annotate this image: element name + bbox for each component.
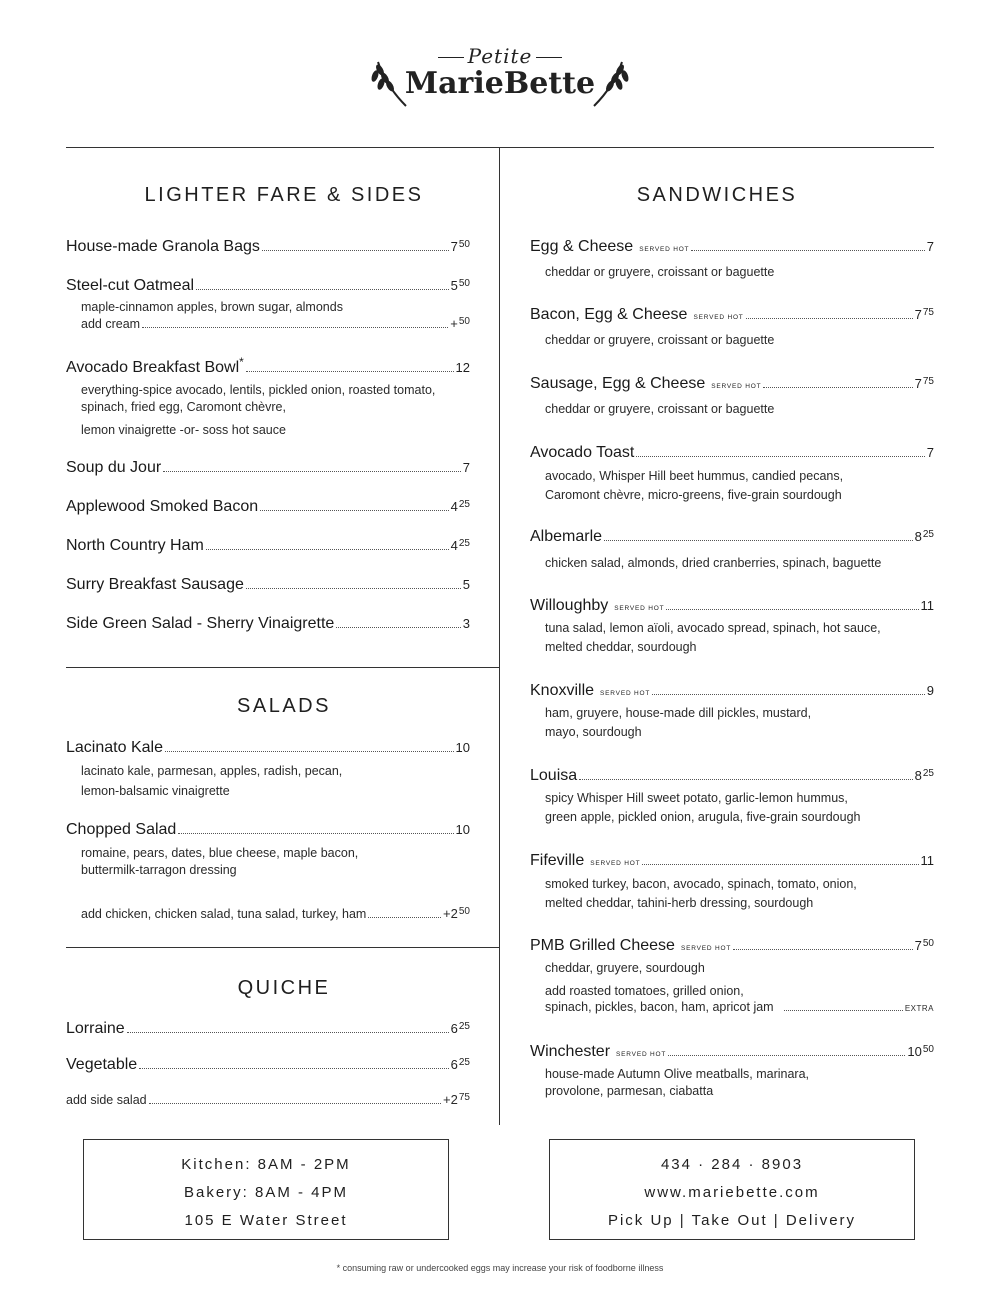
item-price: 10: [455, 740, 470, 755]
item-name: Side Green Salad - Sherry Vinaigrette: [66, 615, 335, 632]
menu-item-winchester: [530, 1043, 934, 1100]
item-name: Egg & Cheese: [530, 238, 634, 255]
addon-price: +$^{50}$: [450, 316, 470, 331]
item-price: 5: [462, 577, 470, 592]
item-price: $10^{50}$: [907, 1044, 934, 1059]
item-name: Willoughby: [530, 597, 609, 614]
quiche-divider: [66, 947, 499, 948]
item-description: cheddar or gruyere, croissant or baguette: [545, 265, 775, 279]
item-price: 7: [926, 445, 934, 460]
item-name: Soup du Jour: [66, 459, 162, 476]
leader-dots: [642, 864, 918, 865]
item-description: smoked turkey, bacon, avocado, spinach, tomato, onion,: [545, 877, 857, 891]
logo: [370, 44, 630, 114]
addon-text: spinach, pickles, bacon, ham, apricot jam: [545, 1000, 774, 1014]
item-name: Surry Breakfast Sausage: [66, 576, 244, 593]
item-price: $7^{50}$: [914, 938, 934, 953]
leader-dots: [666, 609, 918, 610]
leader-dots: [127, 1032, 449, 1033]
item-name: Sausage, Egg & Cheese: [530, 375, 706, 392]
served-hot-label: SERVED HOT: [693, 314, 744, 321]
menu-item-bacon-egg-cheese: [530, 306, 934, 349]
served-hot-label: SERVED HOT: [616, 1051, 667, 1058]
item-name: Chopped Salad: [66, 821, 177, 838]
addon-text: add cream: [81, 317, 141, 331]
item-description: maple-cinnamon apples, brown sugar, almonds: [81, 300, 343, 314]
item-price: 11: [920, 853, 934, 868]
item-price: $7^{75}$: [914, 376, 934, 391]
menu-item-vegetable: [66, 1056, 470, 1074]
item-description: buttermilk-tarragon dressing: [81, 863, 237, 877]
item-description: lemon-balsamic vinaigrette: [81, 784, 230, 798]
item-name: North Country Ham: [66, 537, 204, 554]
item-price: 9: [926, 683, 934, 698]
hours-box: [83, 1139, 449, 1240]
leader-dots: [652, 694, 925, 695]
menu-item-avocado-toast: [530, 444, 934, 504]
menu-item-ham: [66, 537, 470, 555]
address: 105 E Water Street: [184, 1212, 348, 1229]
item-price: 7: [462, 460, 470, 475]
item-description: lacinato kale, parmesan, apples, radish, pecan,: [81, 764, 343, 778]
item-description: lemon vinaigrette -or- soss hot sauce: [81, 423, 286, 437]
item-price: $6^{25}$: [450, 1021, 470, 1036]
logo-brand: MarieBette: [404, 66, 596, 101]
item-name: Applewood Smoked Bacon: [66, 498, 259, 515]
item-description: avocado, Whisper Hill beet hummus, candied pecans,: [545, 469, 844, 483]
addon-price: $+2^{50}$: [443, 906, 470, 921]
addon-price: $+2^{75}$: [443, 1092, 470, 1107]
leader-dots: [763, 387, 912, 388]
item-name: Winchester: [530, 1043, 611, 1060]
menu-item-willoughby: [530, 597, 934, 656]
item-price: 12: [455, 360, 470, 375]
leader-dots: [178, 833, 453, 834]
addon-price: EXTRA: [904, 1004, 934, 1013]
menu-item-kale: [66, 739, 470, 800]
menu-item-albemarle: [530, 528, 934, 572]
item-description: mayo, sourdough: [545, 725, 642, 739]
item-price: $6^{25}$: [450, 1057, 470, 1072]
top-divider: [66, 147, 934, 148]
item-description: cheddar, gruyere, sourdough: [545, 961, 705, 975]
item-name: Lorraine: [66, 1020, 125, 1037]
lighter-fare-title: LIGHTER FARE & SIDES: [144, 184, 424, 206]
served-hot-label: SERVED HOT: [711, 383, 762, 390]
leader-dots: [246, 371, 454, 372]
addon-text: add side salad: [66, 1093, 147, 1107]
leader-dots: [746, 318, 913, 319]
menu-item-knoxville: [530, 682, 934, 741]
item-name: Avocado Toast: [530, 444, 635, 461]
item-description: cheddar or gruyere, croissant or baguette: [545, 402, 775, 416]
addon-line: [530, 1000, 934, 1014]
menu-item-sausage: [66, 576, 470, 594]
item-description: melted cheddar, tahini-herb dressing, sourdough: [545, 896, 814, 910]
item-price: 7: [926, 239, 934, 254]
item-description: romaine, pears, dates, blue cheese, maple bacon,: [81, 846, 359, 860]
menu-item-avocado-bowl: [66, 355, 470, 439]
salads-divider: [66, 667, 499, 668]
bakery-hours: Bakery: 8AM - 4PM: [183, 1184, 349, 1201]
item-price: $4^{25}$: [450, 499, 470, 514]
leader-dots: [142, 327, 448, 328]
item-price: $4^{25}$: [450, 538, 470, 553]
leader-dots: [336, 627, 460, 628]
menu-item-lorraine: [66, 1020, 470, 1038]
item-description: spinach, fried egg, Caromont chèvre,: [81, 400, 286, 414]
leader-dots: [206, 549, 449, 550]
leader-dots: [579, 779, 912, 780]
menu-item-soup: [66, 459, 470, 477]
served-hot-label: SERVED HOT: [590, 860, 641, 867]
quiche-title: QUICHE: [237, 977, 331, 999]
leader-dots: [196, 289, 449, 290]
item-price: $8^{25}$: [914, 768, 934, 783]
salad-addon: [81, 906, 470, 921]
item-price: 3: [462, 616, 470, 631]
menu-item-egg-cheese: [530, 238, 934, 281]
menu-item-granola: [66, 238, 470, 256]
item-price: $7^{50}$: [450, 239, 470, 254]
leader-dots: [368, 917, 441, 918]
item-name: Steel-cut Oatmeal: [66, 277, 195, 294]
item-description: melted cheddar, sourdough: [545, 640, 697, 654]
logo-script: Petite: [370, 44, 630, 68]
served-hot-label: SERVED HOT: [614, 605, 665, 612]
leader-dots: [784, 1010, 903, 1011]
item-name: Vegetable: [66, 1056, 138, 1073]
leader-dots: [163, 471, 461, 472]
item-name: Louisa: [530, 767, 578, 784]
item-name: Lacinato Kale: [66, 739, 163, 756]
leader-dots: [691, 250, 924, 251]
menu-item-fifeville: [530, 852, 934, 912]
item-description: ham, gruyere, house-made dill pickles, mustard,: [545, 706, 812, 720]
item-name: Albemarle: [530, 528, 603, 545]
menu-item-louisa: [530, 767, 934, 826]
served-hot-label: SERVED HOT: [680, 945, 732, 952]
menu-item-bacon: [66, 498, 470, 516]
item-price: $5^{50}$: [450, 278, 470, 293]
item-name: House-made Granola Bags: [66, 238, 260, 255]
leader-dots: [246, 588, 461, 589]
served-hot-label: SERVED HOT: [600, 690, 651, 697]
leader-dots: [636, 456, 924, 457]
menu-item-pmb-grilled-cheese: [530, 937, 934, 1014]
addon-text: add roasted tomatoes, grilled onion,: [545, 984, 744, 998]
addon-text: add chicken, chicken salad, tuna salad, turkey, ham: [81, 907, 367, 921]
phone-number[interactable]: 434 · 284 · 8903: [660, 1156, 804, 1173]
item-description: everything-spice avocado, lentils, pickled onion, roasted tomato,: [81, 383, 436, 397]
item-price: $7^{75}$: [914, 307, 934, 322]
item-name: Bacon, Egg & Cheese: [530, 306, 688, 323]
item-description: provolone, parmesan, ciabatta: [545, 1084, 714, 1098]
service-options: Pick Up | Take Out | Delivery: [607, 1212, 857, 1229]
item-price: 11: [920, 598, 934, 613]
item-description: chicken salad, almonds, dried cranberries, spinach, baguette: [545, 556, 882, 570]
item-description: green apple, pickled onion, arugula, five-grain sourdough: [545, 810, 861, 824]
sandwiches-title: SANDWICHES: [636, 184, 798, 206]
item-description: spicy Whisper Hill sweet potato, garlic-lemon hummus,: [545, 791, 848, 805]
leader-dots: [149, 1103, 441, 1104]
leader-dots: [604, 540, 913, 541]
item-name: Avocado Breakfast Bowl*: [66, 355, 244, 376]
addon-line: [66, 316, 470, 331]
item-price: $8^{25}$: [914, 529, 934, 544]
menu-item-oatmeal: [66, 277, 470, 331]
item-description: tuna salad, lemon aïoli, avocado spread, spinach, hot sauce,: [545, 621, 881, 635]
menu-item-chopped: [66, 821, 470, 879]
item-name: Fifeville: [530, 852, 585, 869]
leader-dots: [165, 751, 454, 752]
leader-dots: [733, 949, 913, 950]
menu-item-sausage-egg-cheese: [530, 375, 934, 418]
item-name: PMB Grilled Cheese: [530, 937, 675, 954]
leader-dots: [139, 1068, 448, 1069]
footnote: * consuming raw or undercooked eggs may increase your risk of foodborne illness: [336, 1263, 664, 1273]
quiche-addon: [66, 1092, 470, 1107]
item-description: Caromont chèvre, micro-greens, five-grain sourdough: [545, 488, 842, 502]
item-description: cheddar or gruyere, croissant or baguette: [545, 333, 775, 347]
leader-dots: [262, 250, 449, 251]
salads-title: SALADS: [237, 695, 331, 717]
contact-box: [549, 1139, 915, 1240]
item-description: house-made Autumn Olive meatballs, marinara,: [545, 1067, 810, 1081]
served-hot-label: SERVED HOT: [639, 246, 690, 253]
item-name: Knoxville: [530, 682, 595, 699]
leader-dots: [668, 1055, 905, 1056]
wheat-icon: [590, 58, 630, 108]
kitchen-hours: Kitchen: 8AM - 2PM: [181, 1156, 351, 1173]
item-price: 10: [455, 822, 470, 837]
menu-item-side-salad: [66, 615, 470, 633]
website-link[interactable]: www.mariebette.com: [644, 1184, 820, 1201]
leader-dots: [260, 510, 449, 511]
